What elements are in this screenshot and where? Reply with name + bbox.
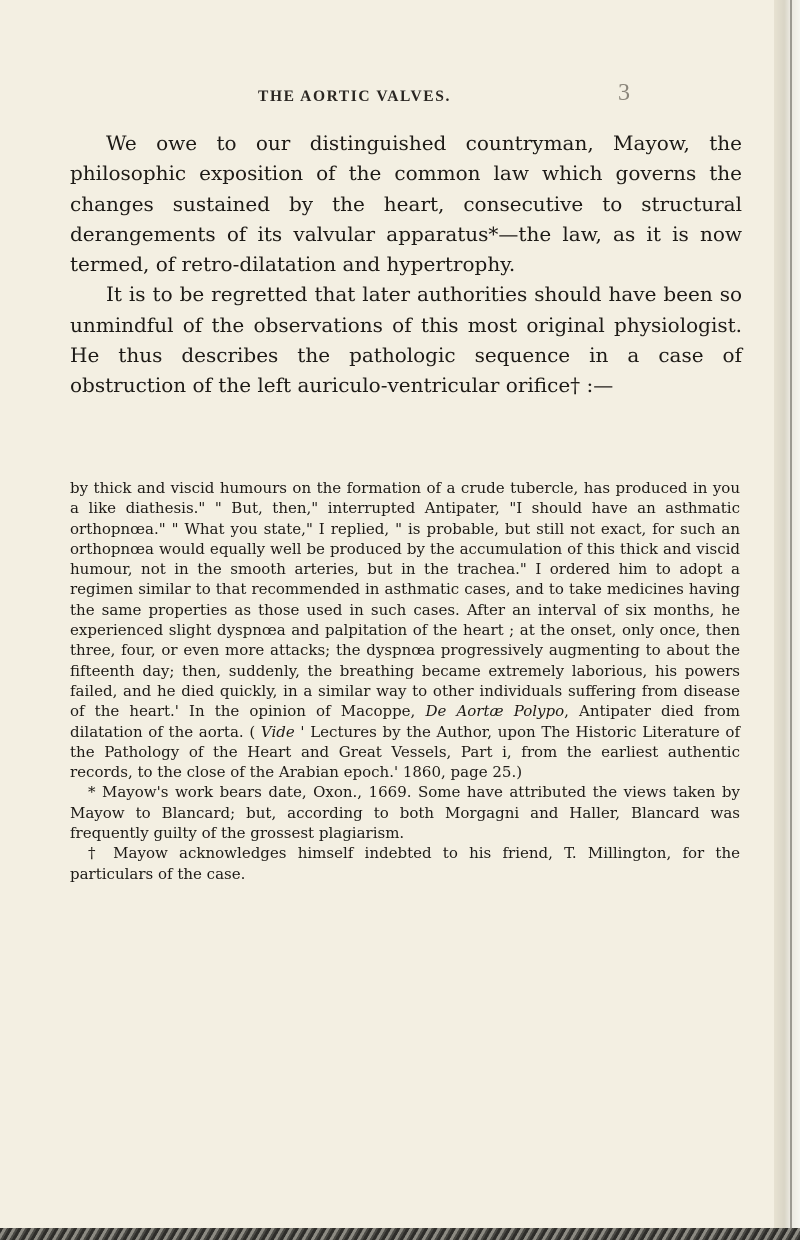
paragraph-2: It is to be regretted that later authorities should have been so unmindful of the observations of this most original physiologist. He thus describes the pathologic sequence in a case of obstruction of the left auriculo-ventricular orifice† :— <box>70 282 742 398</box>
main-text <box>70 128 742 401</box>
quote-italic-vide: Vide <box>260 722 295 741</box>
page-number: 3 <box>618 80 630 106</box>
footnote-2: † Mayow acknowledges himself indebted to his friend, T. Millington, for the particulars of the case. <box>70 844 740 883</box>
quote-text-3: ' Lectures by the Author, upon The Historic Literature of the Pathology of the Heart and Great Vessels, Part i, from the earliest authentic records, to the close of the Arabian epoch.' 1860, page 25.) <box>70 722 740 782</box>
page-shadow <box>774 0 800 1240</box>
quotation-paragraph <box>70 478 740 782</box>
bottom-scan-edge <box>0 1228 800 1240</box>
quote-italic-title: De Aortæ Polypo <box>425 702 565 721</box>
paragraph-1: We owe to our distinguished countryman, Mayow, the philosophic exposition of the common law which governs the changes sustained by the heart, consecutive to structural derangements of its valvular apparatus*—the law, as it is now termed, of retro-dilatation and hypertrophy. <box>70 131 742 277</box>
running-title: THE AORTIC VALVES. <box>258 88 451 105</box>
page-edge-line <box>790 0 792 1240</box>
footnote-1: * Mayow's work bears date, Oxon., 1669. Some have attributed the views taken by Mayow to Blancard; but, according to both Morgagni and Haller, Blancard was frequently guilty of the grossest plagiarism. <box>70 783 740 843</box>
quote-text-1: by thick and viscid humours on the formation of a crude tubercle, has produced in you a like diathesis." " But, then," interrupted Antipater, "I should have an asthmatic orthopnœa." " What you state," I replied, " is probable, but still not exact, for such an orthopnœa would equally well be produced by the accumulation of this thick and viscid humour, not in the smooth arteries, but in the trachea." I ordered him to adopt a regimen similar to that recommended in asthmatic cases, and to take medicines having the same properties as those used in such cases. After an interval of six months, he experienced slight dyspnœa and palpitation of the heart ; at the onset, only once, then three, four, or even more attacks; the dyspnœa progressively augmenting to about the fifteenth day; then, suddenly, the breathing became extremely laborious, his powers failed, and he died quickly, in a similar way to other individuals suffering from disease of the heart.' In the opinion of Macoppe, <box>70 479 740 721</box>
footnotes <box>70 782 740 883</box>
quote-text-2: , Antipater died from dilatation of the aorta. ( <box>70 702 740 741</box>
quotation-block <box>70 478 740 884</box>
